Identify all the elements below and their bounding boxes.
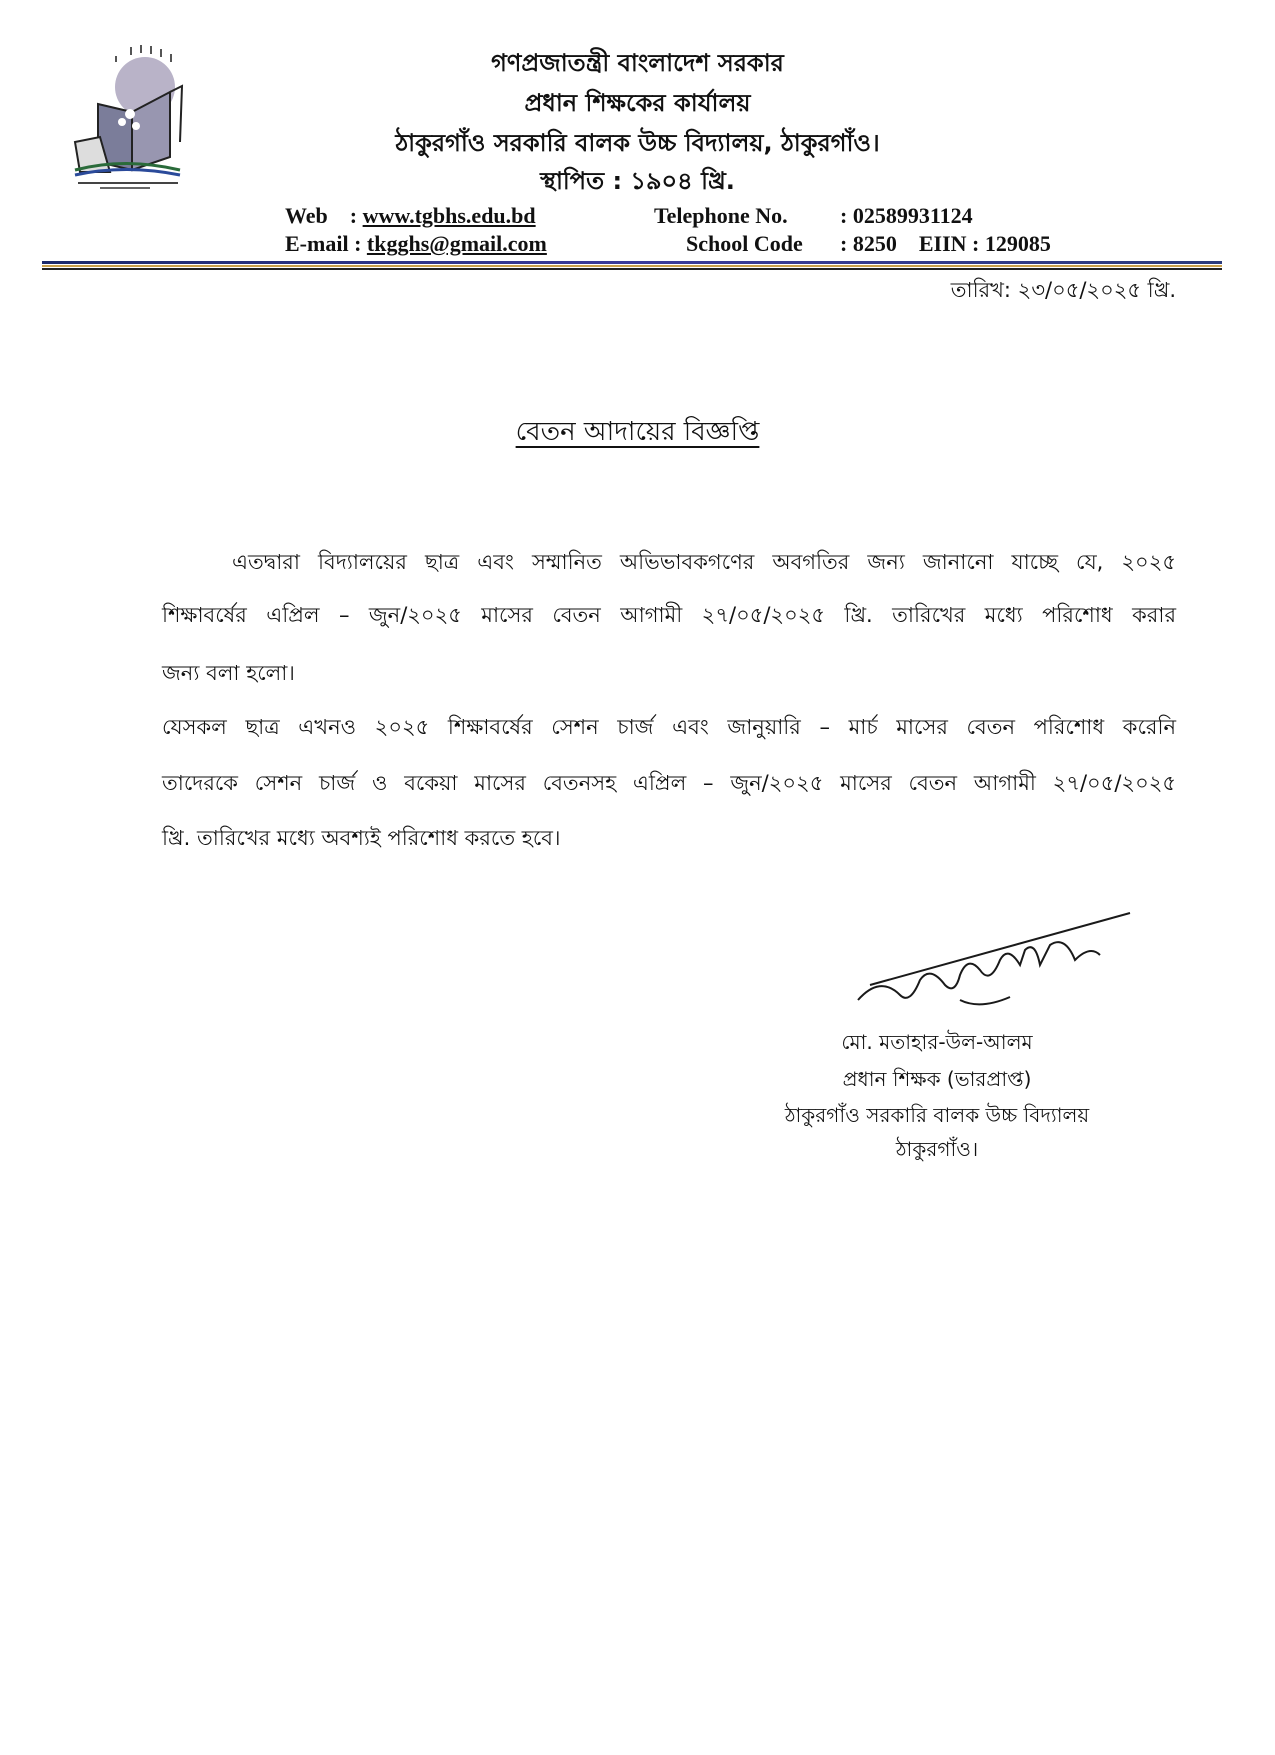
- notice-title: বেতন আদায়ের বিজ্ঞপ্তি: [515, 417, 760, 447]
- body-line: যেসকল ছাত্র এখনও ২০২৫ শিক্ষাবর্ষের সেশন চার্জ এবং জানুয়ারি – মার্চ মাসের বেতন পরিশোধ করেনি: [162, 715, 1176, 739]
- body-line: খ্রি. তারিখের মধ্যে অবশ্যই পরিশোধ করতে হবে।: [162, 826, 561, 850]
- body-line: তাদেরকে সেশন চার্জ ও বকেয়া মাসের বেতনসহ এপ্রিল – জুন/২০২৫ মাসের বেতন আগামী ২৭/০৫/২০২৫: [162, 771, 1176, 795]
- office-heading: প্রধান শিক্ষকের কার্যালয়: [524, 89, 751, 117]
- email-row: [285, 231, 547, 257]
- govt-heading: গণপ্রজাতন্ত্রী বাংলাদেশ সরকার: [491, 49, 784, 77]
- separator: :: [840, 231, 848, 256]
- school-code-value: 8250: [852, 231, 897, 256]
- handwritten-signature: [850, 905, 1140, 1015]
- email-link[interactable]: tkgghs@gmail.com: [366, 231, 547, 256]
- header-divider: [42, 261, 1222, 270]
- phone-row: [654, 203, 788, 229]
- school-heading: ঠাকুরগাঁও সরকারি বালক উচ্চ বিদ্যালয়, ঠাকুরগাঁও।: [395, 129, 880, 157]
- signatory-institution: ঠাকুরগাঁও সরকারি বালক উচ্চ বিদ্যালয়: [784, 1103, 1090, 1127]
- signature-icon: [850, 905, 1140, 1015]
- body-line: এতদ্বারা বিদ্যালয়ের ছাত্র এবং সম্মানিত অভিভাবকগণের অবগতির জন্য জানানো যাচ্ছে যে, ২০২৫: [232, 550, 1176, 574]
- signatory-designation: প্রধান শিক্ষক (ভারপ্রাপ্ত): [842, 1067, 1032, 1091]
- eiin-label: EIIN: [918, 231, 967, 256]
- web-link[interactable]: www.tgbhs.edu.bd: [362, 203, 536, 228]
- school-code-label-row: [686, 231, 803, 257]
- eiin-value: 129085: [984, 231, 1051, 256]
- separator: :: [840, 203, 848, 228]
- web-row: [285, 203, 536, 229]
- phone-label: Telephone No.: [654, 203, 788, 228]
- phone-value: 02589931124: [852, 203, 973, 228]
- signatory-place: ঠাকুরগাঁও।: [895, 1137, 979, 1161]
- body-line: জন্য বলা হলো।: [162, 661, 295, 685]
- notice-title-wrap: [0, 415, 1275, 449]
- phone-value-row: [840, 203, 973, 229]
- school-code-label: School Code: [686, 231, 803, 256]
- notice-date: তারিখ: ২৩/০৫/২০২৫ খ্রি.: [950, 278, 1176, 302]
- body-line: শিক্ষাবর্ষের এপ্রিল – জুন/২০২৫ মাসের বেতন আগামী ২৭/০৫/২০২৫ খ্রি. তারিখের মধ্যে পরিশোধ করার: [162, 603, 1176, 627]
- email-label: E-mail: [285, 231, 349, 256]
- established-heading: স্থাপিত : ১৯০৪ খ্রি.: [540, 167, 735, 195]
- separator: :: [349, 203, 358, 228]
- separator: :: [354, 231, 362, 256]
- signatory-name: মো. মতাহার-উল-আলম: [841, 1030, 1033, 1054]
- web-label: Web: [285, 203, 328, 228]
- separator: :: [972, 231, 980, 256]
- school-code-row: [840, 231, 1051, 257]
